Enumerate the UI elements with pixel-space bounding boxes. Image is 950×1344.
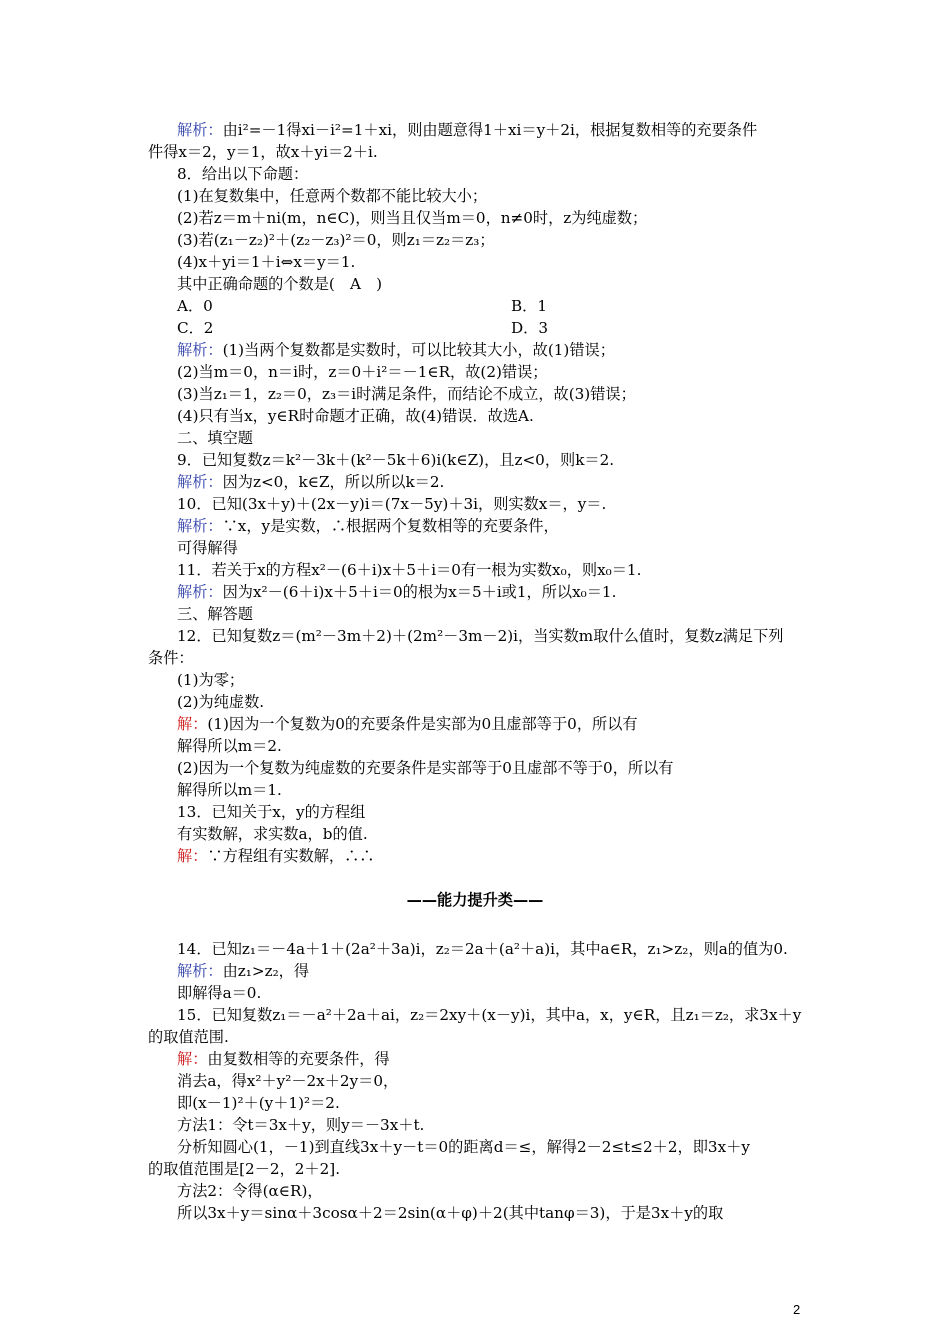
q8-option-d: D．3 xyxy=(511,319,549,337)
q15-solution-line: 解：由复数相等的充要条件，得 xyxy=(177,1050,390,1068)
q10-solution-line: 解析：∵x，y是实数，∴根据两个复数相等的充要条件， xyxy=(177,517,559,535)
q15-solution-line: 所以3x＋y＝sinα＋3cosα＋2＝2sin(α＋φ)＋2(其中tanφ＝3)，于是3x＋y的取 xyxy=(177,1204,724,1222)
q11-solution-line: 解析：因为x²－(6＋i)x＋5＋i＝0的根为x＝5＋i或1，所以x₀＝1. xyxy=(177,583,617,601)
q10-solution-line: 可得解得 xyxy=(177,539,238,557)
q13-stem: 有实数解，求实数a，b的值. xyxy=(177,825,368,843)
q8-proposition: (3)若(z₁－z₂)²＋(z₂－z₃)²＝0，则z₁＝z₂＝z₃； xyxy=(177,231,495,249)
q15-solution-line: 消去a，得x²＋y²－2x＋2y＝0， xyxy=(177,1072,399,1090)
solution-label: 解析： xyxy=(177,341,223,359)
section-title: ——能力提升类—— xyxy=(406,891,544,909)
q14-solution-line: 解析：由z₁>z₂，得 xyxy=(177,962,310,980)
section-heading-fill-in: 二、填空题 xyxy=(177,429,253,447)
q8-option-a: A．0 xyxy=(177,297,213,315)
q12-condition: (1)为零； xyxy=(177,671,245,689)
q7-solution-line: 件得x＝2，y＝1，故x＋yi＝2＋i. xyxy=(148,143,378,161)
q15-solution-line: 方法1：令t＝3x＋y，则y＝－3x＋t. xyxy=(177,1116,425,1134)
q8-proposition: (1)在复数集中，任意两个数都不能比较大小； xyxy=(177,187,488,205)
solution-label: 解析： xyxy=(177,517,223,535)
q10-stem: 10．已知(3x＋y)＋(2x－y)i＝(7x－5y)＋3i，则实数x＝，y＝. xyxy=(177,495,607,513)
q15-solution-line: 的取值范围是[2－2，2＋2]. xyxy=(148,1160,341,1178)
q12-solution-line: 解得所以m＝1. xyxy=(177,781,282,799)
q15-solution-line: 分析知圆心(1，－1)到直线3x＋y－t＝0的距离d＝≤，解得2－2≤t≤2＋2，即3x＋y xyxy=(177,1138,750,1156)
solution-label: 解析： xyxy=(177,473,223,491)
q12-stem: 条件： xyxy=(148,649,194,667)
q15-solution-line: 即(x－1)²＋(y＋1)²＝2. xyxy=(177,1094,340,1112)
solution-label: 解： xyxy=(177,715,208,733)
q12-stem: 12．已知复数z＝(m²－3m＋2)＋(2m²－3m－2)i，当实数m取什么值时，复数z满足下列 xyxy=(177,627,784,645)
solution-label: 解： xyxy=(177,1050,208,1068)
q12-solution-line: (2)因为一个复数为纯虚数的充要条件是实部等于0且虚部不等于0，所以有 xyxy=(177,759,674,777)
solution-label: 解析： xyxy=(177,962,223,980)
q14-stem: 14．已知z₁＝－4a＋1＋(2a²＋3a)i，z₂＝2a＋(a²＋a)i，其中a∈R，z₁>z₂，则a的值为0. xyxy=(177,940,788,958)
section-heading-answers: 三、解答题 xyxy=(177,605,253,623)
q8-option-c: C．2 xyxy=(177,319,214,337)
q12-condition: (2)为纯虚数. xyxy=(177,693,265,711)
q13-solution-line: 解：∵方程组有实数解，∴∴ xyxy=(177,847,375,865)
q12-solution-line: 解：(1)因为一个复数为0的充要条件是实部为0且虚部等于0，所以有 xyxy=(177,715,638,733)
q8-solution-line: (4)只有当x，y∈R时命题才正确，故(4)错误．故选A. xyxy=(177,407,534,425)
q8-question: 其中正确命题的个数是( A ) xyxy=(177,275,383,293)
q7-solution-line: 解析：由i²=－1得xi－i²=1＋xi，则由题意得1＋xi＝y＋2i，根据复数相等的充要条件 xyxy=(177,121,758,139)
q8-proposition: (2)若z＝m＋ni(m，n∈C)，则当且仅当m＝0，n≠0时，z为纯虚数； xyxy=(177,209,648,227)
q8-option-b: B．1 xyxy=(511,297,548,315)
q13-stem: 13．已知关于x，y的方程组 xyxy=(177,803,366,821)
solution-label: 解析： xyxy=(177,121,223,139)
q9-stem: 9．已知复数z＝k²－3k＋(k²－5k＋6)i(k∈Z)，且z<0，则k＝2. xyxy=(177,451,615,469)
q8-stem: 8．给出以下命题： xyxy=(177,165,309,183)
q8-solution-line: (3)当z₁＝1，z₂＝0，z₃＝i时满足条件，而结论不成立，故(3)错误； xyxy=(177,385,636,403)
q14-solution-line: 即解得a＝0. xyxy=(177,984,262,1002)
q15-stem: 的取值范围. xyxy=(148,1028,229,1046)
q9-solution-line: 解析：因为z<0，k∈Z，所以所以k＝2. xyxy=(177,473,445,491)
q8-solution-line: 解析：(1)当两个复数都是实数时，可以比较其大小，故(1)错误； xyxy=(177,341,615,359)
q15-stem: 15．已知复数z₁＝－a²＋2a＋ai，z₂＝2xy＋(x－y)i，其中a，x，y∈R，且z₁＝z₂，求3x＋y xyxy=(177,1006,802,1024)
page-number: 2 xyxy=(793,1302,801,1317)
solution-label: 解： xyxy=(177,847,208,865)
q15-solution-line: 方法2：令得(α∈R)， xyxy=(177,1182,323,1200)
solution-label: 解析： xyxy=(177,583,223,601)
q8-proposition: (4)x＋yi＝1＋i⇔x＝y＝1. xyxy=(177,253,356,271)
q8-solution-line: (2)当m＝0，n＝i时，z＝0＋i²＝－1∈R，故(2)错误； xyxy=(177,363,548,381)
q11-stem: 11．若关于x的方程x²－(6＋i)x＋5＋i＝0有一根为实数x₀，则x₀＝1. xyxy=(177,561,642,579)
q12-solution-line: 解得所以m＝2. xyxy=(177,737,282,755)
